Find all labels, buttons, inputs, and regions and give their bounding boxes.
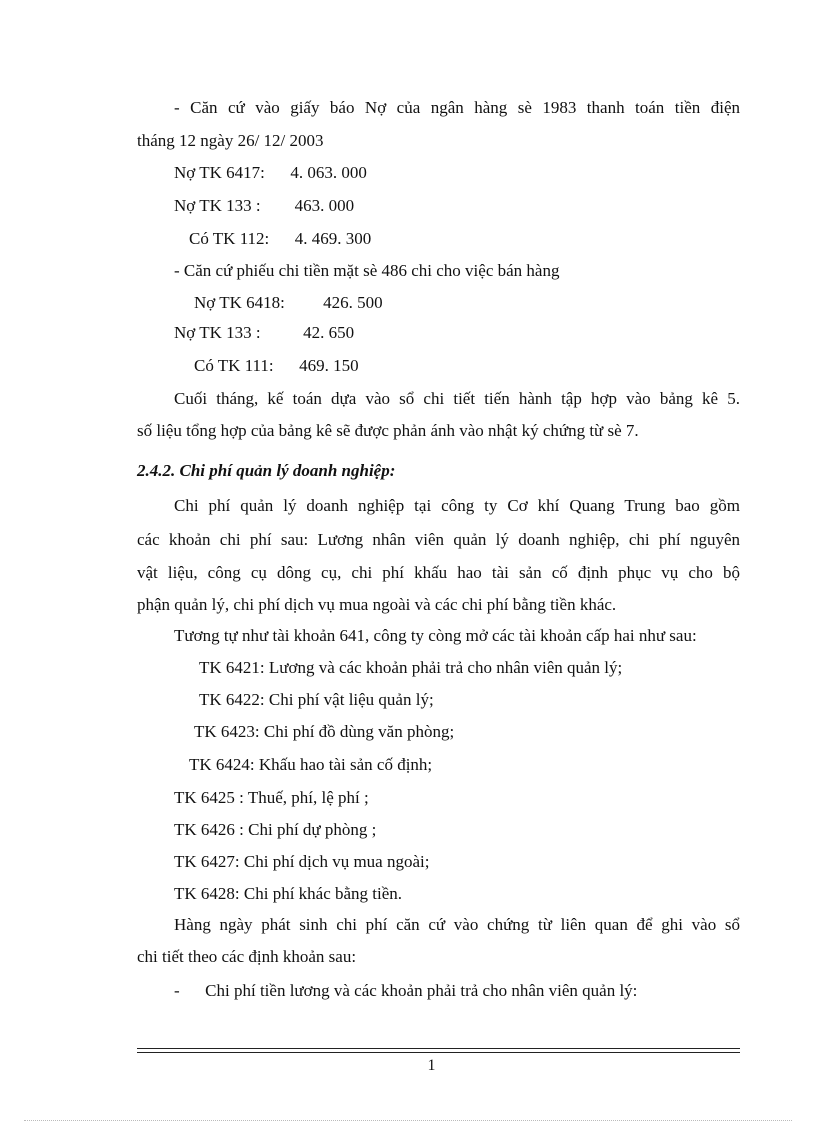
journal-entry: Nợ TK 6418: 426. 500 <box>194 293 383 312</box>
footer-rule <box>137 1048 740 1049</box>
body-line: chi tiết theo các định khoản sau: <box>137 947 357 966</box>
page-number: 1 <box>427 1057 436 1074</box>
journal-entry: Nợ TK 133 : 463. 000 <box>174 196 355 215</box>
journal-entry: Có TK 111: 469. 150 <box>194 356 359 375</box>
body-line: Chi phí quản lý doanh nghiệp tại công ty Cơ khí Quang Trung bao gồm <box>174 496 740 515</box>
account-line: TK 6424: Khấu hao tài sản cố định; <box>189 755 433 774</box>
body-line: Tương tự như tài khoản 641, công ty còng mở các tài khoản cấp hai như sau: <box>174 626 697 645</box>
account-line: TK 6422: Chi phí vật liệu quản lý; <box>199 690 434 709</box>
page-edge <box>24 1120 792 1121</box>
body-line: - Căn cứ vào giấy báo Nợ của ngân hàng sè 1983 thanh toán tiền điện <box>174 98 740 117</box>
account-line: TK 6426 : Chi phí dự phòng ; <box>174 820 377 839</box>
body-line: Hàng ngày phát sinh chi phí căn cứ vào chứng từ liên quan để ghi vào sổ <box>174 915 740 934</box>
account-line: TK 6421: Lương và các khoản phải trả cho nhân viên quản lý; <box>199 658 623 677</box>
body-line: Cuối tháng, kế toán dựa vào sổ chi tiết tiến hành tập hợp vào bảng kê 5. <box>174 389 740 408</box>
account-line: TK 6427: Chi phí dịch vụ mua ngoài; <box>174 852 430 871</box>
body-line: vật liệu, công cụ dông cụ, chi phí khấu hao tài sản cố định phục vụ cho bộ <box>137 563 740 582</box>
section-heading: 2.4.2. Chi phí quản lý doanh nghiệp: <box>137 461 396 480</box>
account-line: TK 6423: Chi phí đồ dùng văn phòng; <box>194 722 455 741</box>
body-line: các khoản chi phí sau: Lương nhân viên quản lý doanh nghiệp, chi phí nguyên <box>137 530 740 549</box>
body-line: - Căn cứ phiếu chi tiền mặt sè 486 chi cho việc bán hàng <box>174 261 560 280</box>
body-line: phận quản lý, chi phí dịch vụ mua ngoài và các chi phí bằng tiền khác. <box>137 595 617 614</box>
account-line: TK 6428: Chi phí khác bằng tiền. <box>174 884 403 903</box>
journal-entry: Nợ TK 133 : 42. 650 <box>174 323 355 342</box>
footer-rule <box>137 1052 740 1053</box>
body-line: tháng 12 ngày 26/ 12/ 2003 <box>137 131 324 150</box>
journal-entry: Có TK 112: 4. 469. 300 <box>189 229 372 248</box>
list-item: - Chi phí tiền lương và các khoản phải trả cho nhân viên quản lý: <box>174 981 638 1000</box>
journal-entry: Nợ TK 6417: 4. 063. 000 <box>174 163 367 182</box>
account-line: TK 6425 : Thuế, phí, lệ phí ; <box>174 788 369 807</box>
body-line: số liệu tổng hợp của bảng kê sẽ được phản ánh vào nhật ký chứng từ sè 7. <box>137 421 639 440</box>
